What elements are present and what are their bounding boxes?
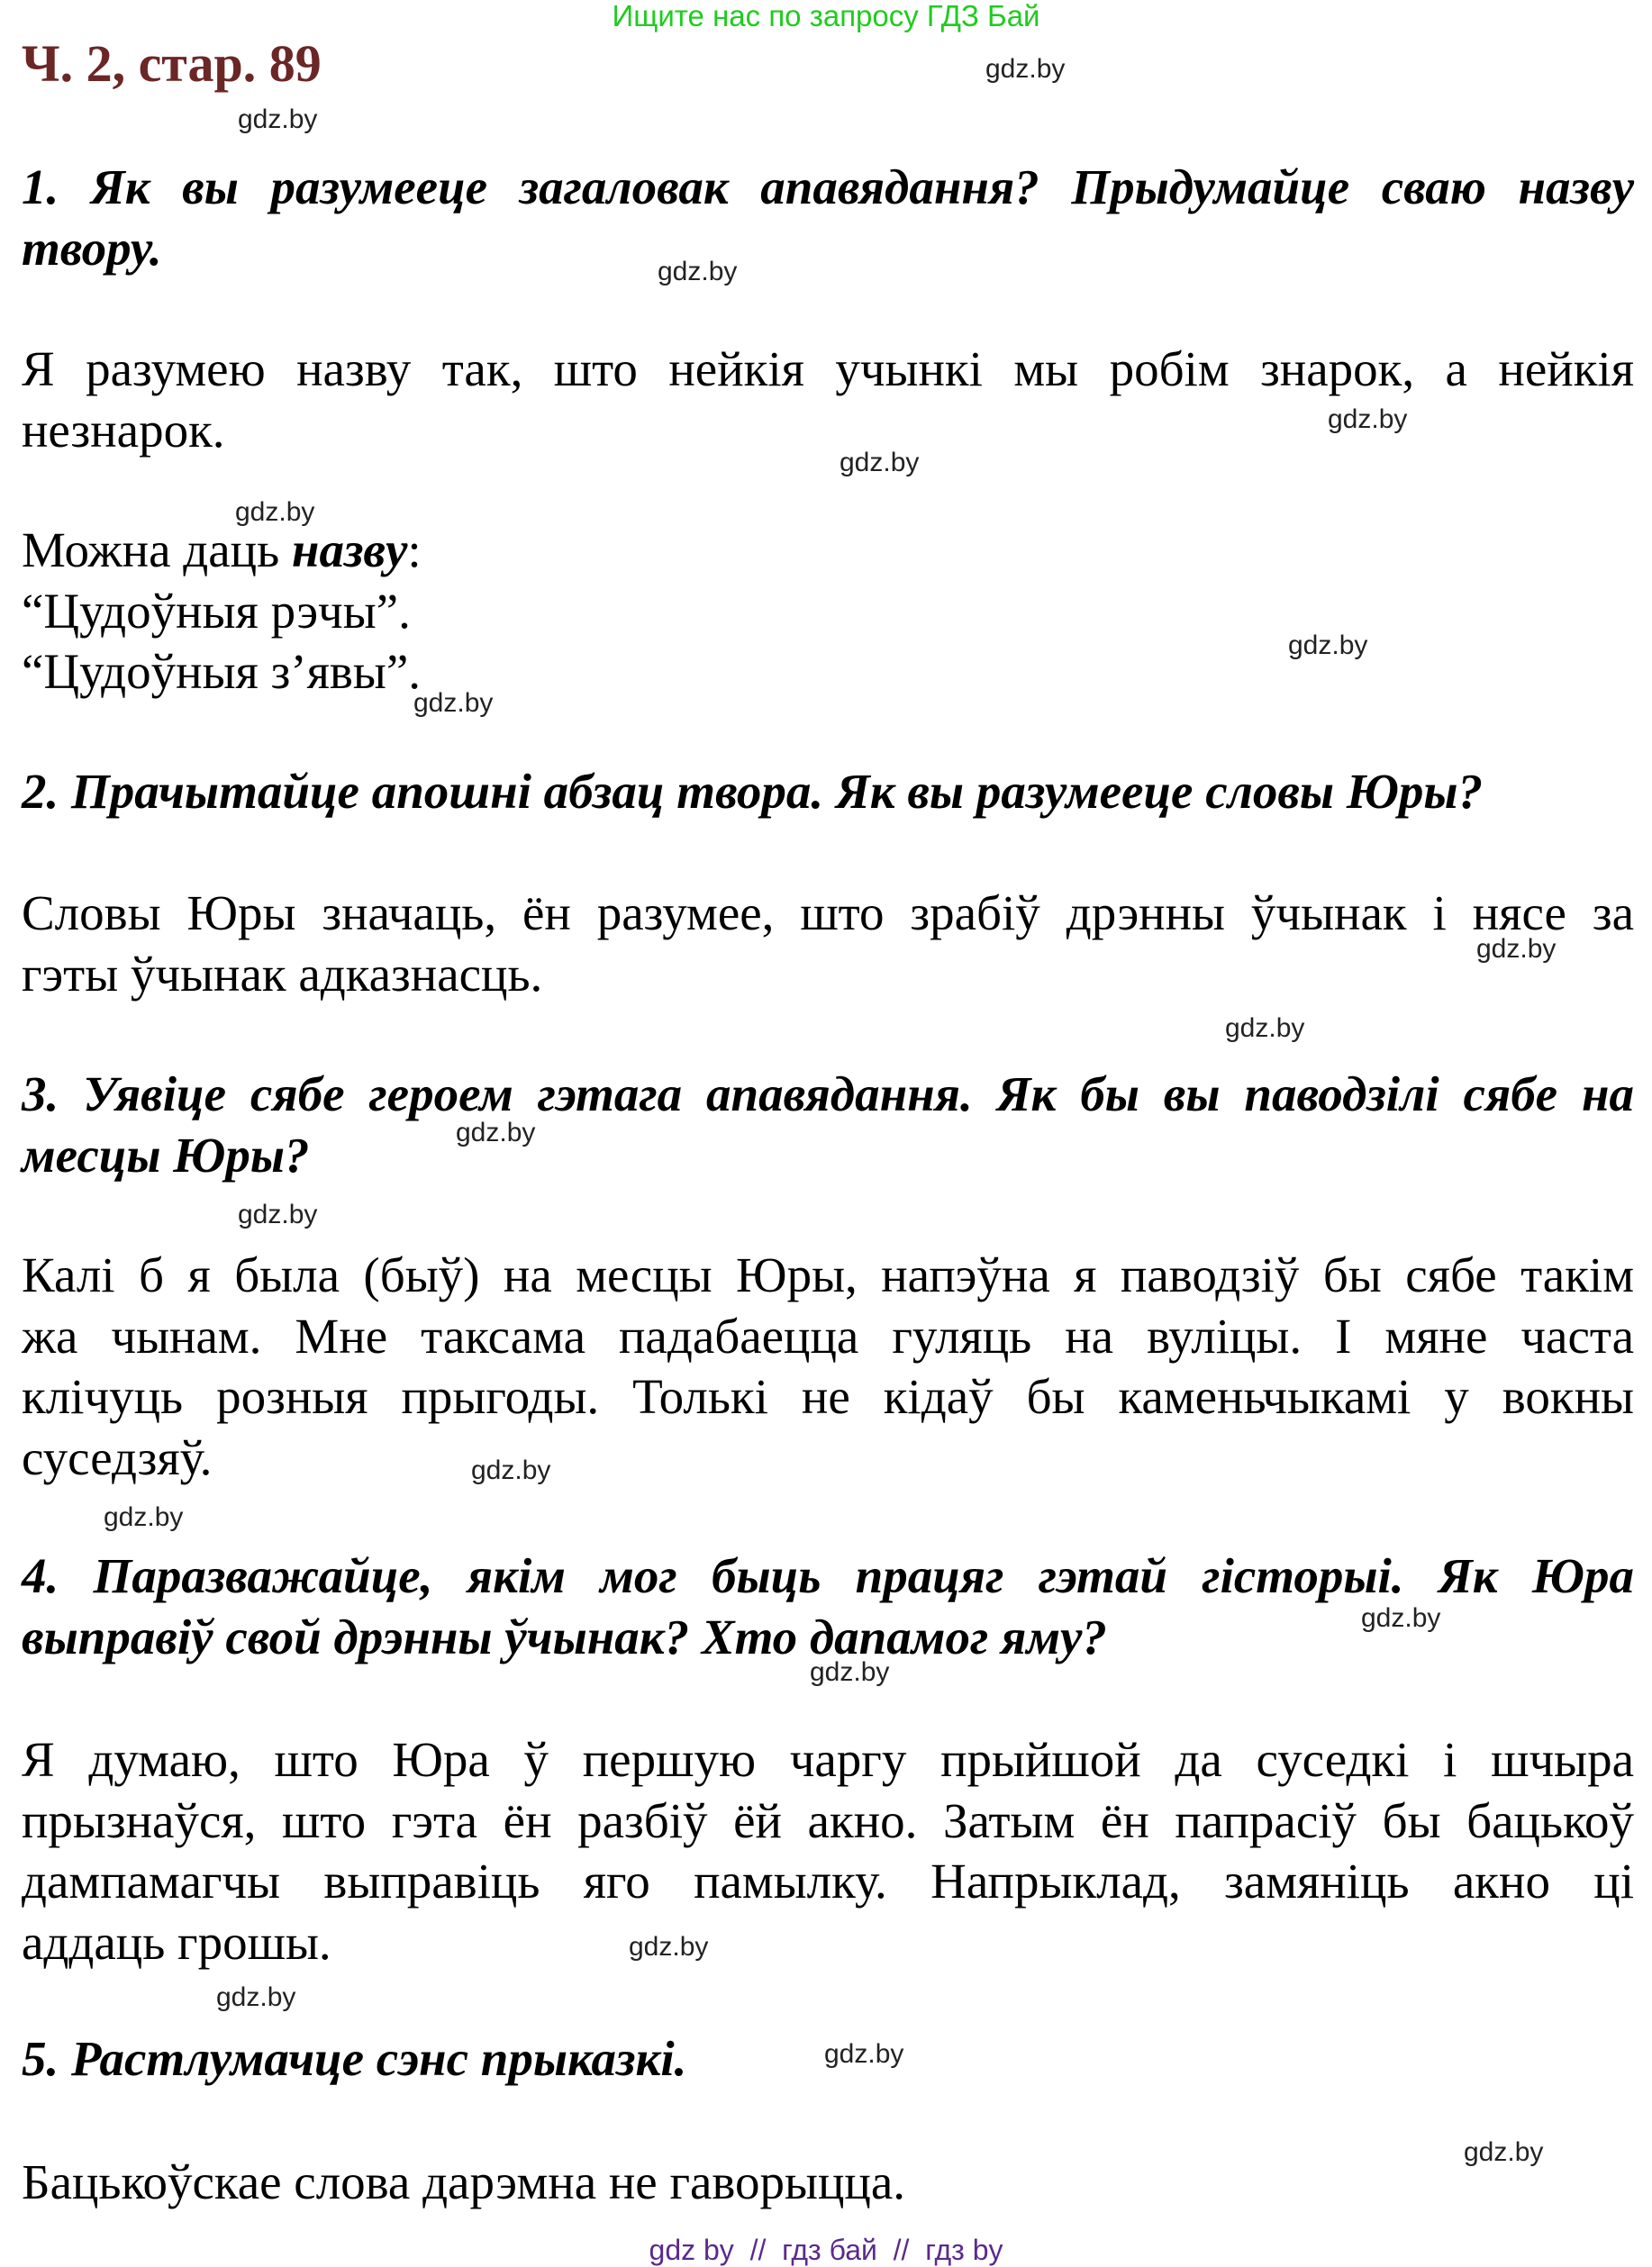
watermark: gdz.by (1476, 934, 1557, 964)
watermark: gdz.by (1288, 630, 1368, 660)
question-line: месцы Юры? (22, 1127, 310, 1183)
watermark: gdz.by (810, 1657, 890, 1687)
footer-links[interactable]: gdz by // гдз бай // гдз by (649, 2234, 1003, 2266)
question-line: 4. Паразважайце, якім мог быць працяг гэтай гісторыі. Як Юра (22, 1548, 1634, 1603)
question-line: 5. Растлумачце сэнс прыказкі. (22, 2031, 687, 2086)
answer-2 (22, 883, 1634, 1004)
watermark: gdz.by (1225, 1013, 1305, 1043)
answer-line: Я думаю, што Юра ў першую чаргу прыйшой да суседкі і шчыра (22, 1732, 1634, 1787)
title-option: “Цудоўныя з’явы”. (22, 644, 422, 699)
watermark: gdz.by (1464, 2137, 1544, 2167)
answer-line: Словы Юры значаць, ён разумее, што зрабіў дрэнны ўчынак і нясе за (22, 885, 1634, 940)
question-4 (22, 1546, 1634, 1667)
answer-line: Калі б я была (быў) на месцы Юры, напэўна я паводзіў бы сябе такім (22, 1247, 1634, 1302)
question-2 (22, 761, 1634, 822)
watermark: gdz.by (658, 257, 738, 286)
question-line: 3. Уявіце сябе героем гэтага апавядання. Як бы вы паводзілі сябе на (22, 1066, 1634, 1121)
watermark: gdz.by (238, 104, 318, 134)
answer-line: прызнаўся, што гэта ён разбіў ёй акно. Затым ён папрасіў бы бацькоў (22, 1792, 1634, 1848)
question-3 (22, 1064, 1634, 1185)
watermark: gdz.by (824, 2039, 904, 2069)
watermark: gdz.by (629, 1932, 709, 1962)
answer-1 (22, 339, 1634, 460)
answer-5 (22, 2152, 1634, 2213)
question-line: 1. Як вы разумееце загаловак апавядання? Прыдумайце сваю назву (22, 159, 1634, 214)
answer-emphasis: назву (291, 522, 408, 577)
watermark: gdz.by (216, 1982, 296, 2012)
answer-4 (22, 1729, 1634, 1972)
watermark: gdz.by (104, 1502, 184, 1532)
answer-line: гэты ўчынак адказнасць. (22, 946, 543, 1002)
answer-line: аддаць грошы. (22, 1914, 331, 1970)
watermark: gdz.by (235, 497, 315, 527)
question-line: выправіў свой дрэнны ўчынак? Хто дапамог яму? (22, 1609, 1107, 1664)
question-5 (22, 2028, 1634, 2090)
search-banner[interactable]: Ищите нас по запросу ГДЗ Бай (612, 0, 1040, 32)
watermark: gdz.by (840, 448, 920, 477)
answer-line: Я разумею назву так, што нейкія учынкі мы робім знарок, а нейкія (22, 341, 1634, 396)
answer-line: Бацькоўскае слова дарэмна не гаворыцца. (22, 2154, 906, 2209)
title-option: “Цудоўныя рэчы”. (22, 583, 411, 639)
answer-line: суседзяў. (22, 1429, 213, 1485)
answer-1-titles (22, 520, 1634, 703)
page-title: Ч. 2, стар. 89 (22, 34, 322, 93)
answer-line (22, 520, 1634, 581)
watermark: gdz.by (471, 1455, 551, 1485)
watermark: gdz.by (1328, 404, 1408, 434)
question-line: 2. Прачытайце апошні абзац твора. Як вы разумееце словы Юры? (22, 764, 1484, 819)
watermark: gdz.by (413, 688, 494, 718)
answer-3 (22, 1245, 1634, 1488)
answer-line: жа чынам. Мне таксама падабаецца гуляць на вуліцы. І мяне часта (22, 1308, 1634, 1364)
question-1 (22, 157, 1634, 278)
answer-text: : (407, 522, 422, 577)
answer-line: клічуць розныя прыгоды. Толькі не кідаў бы каменьчыкамі у вокны (22, 1369, 1634, 1424)
watermark: gdz.by (985, 54, 1066, 84)
answer-text: Можна даць (22, 522, 292, 577)
answer-line: дампамагчы выправіць яго памылку. Напрыклад, замяніць акно ці (22, 1854, 1634, 1909)
answer-line: незнарок. (22, 402, 225, 458)
watermark: gdz.by (1361, 1603, 1441, 1633)
watermark: gdz.by (456, 1118, 536, 1147)
watermark: gdz.by (238, 1200, 318, 1229)
question-line: твору. (22, 220, 162, 276)
